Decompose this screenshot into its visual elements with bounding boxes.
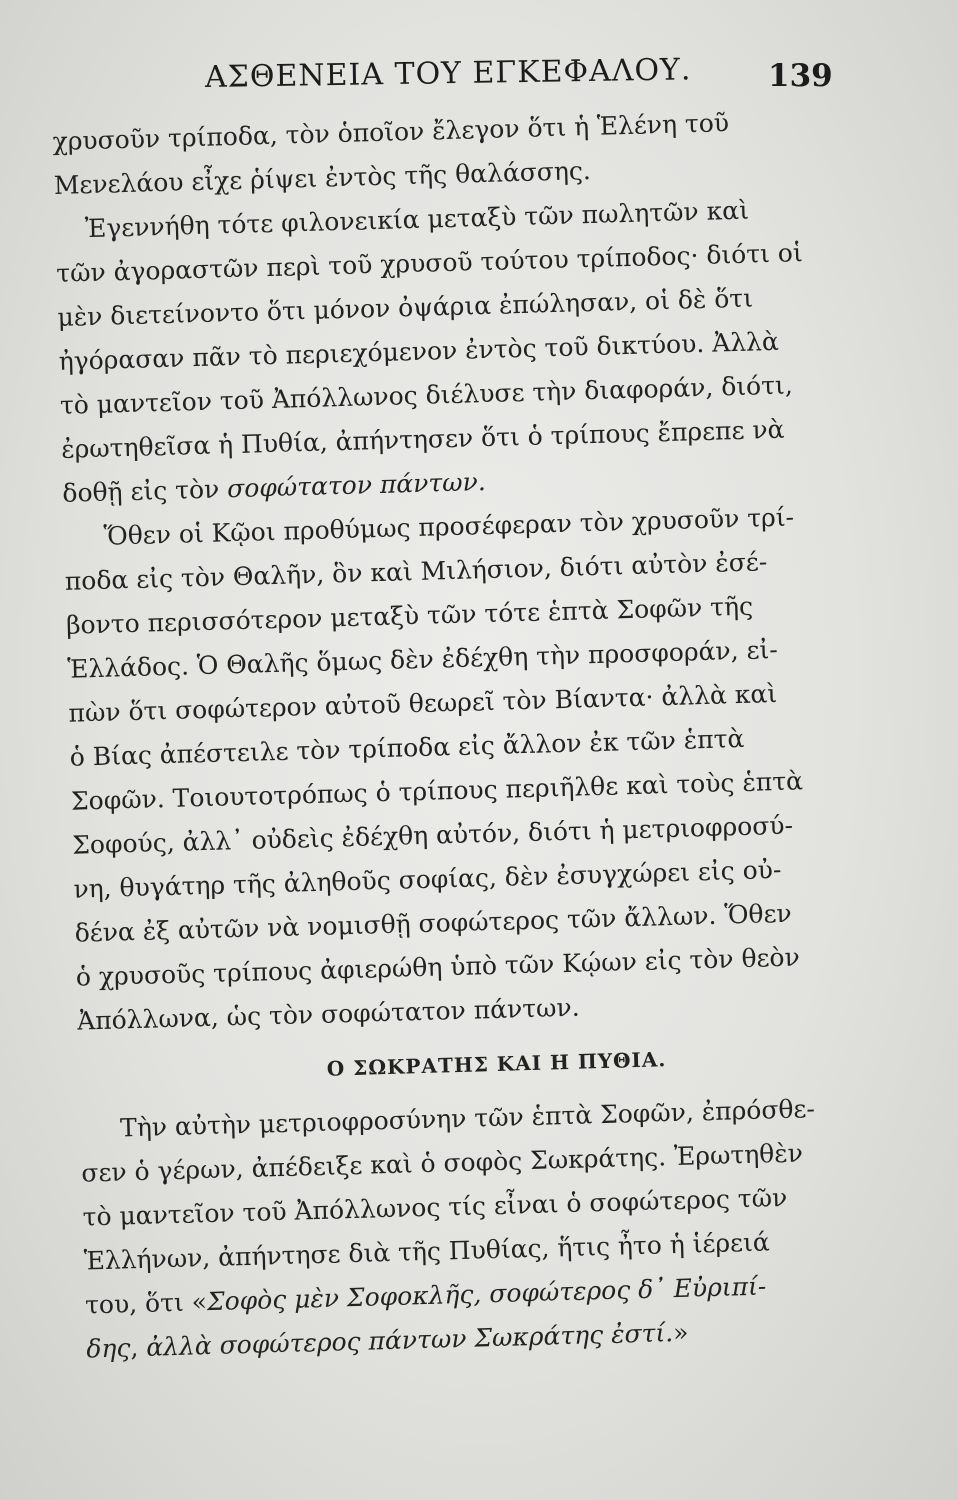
text-run: , xyxy=(129,1332,147,1363)
text-line: Ἑλλάδος. Ὁ Θαλῆς ὅμως δὲν ἐδέχθη τὴν προσφοράν, εἰ- xyxy=(66,634,779,684)
text-line: ὁ χρυσοῦς τρίπους ἀφιερώθη ὑπὸ τῶν Κῴων εἰς τὸν θεὸν xyxy=(75,942,801,992)
paragraph-2 xyxy=(54,185,898,516)
text-line: ὁ Βίας ἀπέστειλε τὸν τρίποδα εἰς ἄλλον ἐκ τῶν ἑπτὰ xyxy=(69,723,745,772)
text-line: Ἑλλήνων, ἀπήντησε διὰ τῆς Πυθίας, ἥτις ἦτο ἡ ἱέρειά xyxy=(83,1227,771,1276)
italic-phrase: σοφώτατον πάντων. xyxy=(226,467,487,504)
paragraph-3 xyxy=(63,493,913,1044)
text-line: Σοφούς, ἀλλ᾽ οὐδεὶς ἐδέχθη αὐτόν, διότι ἡ μετριοφροσύ- xyxy=(71,810,794,860)
text-line: πὼν ὅτι σοφώτερον αὐτοῦ θεωρεῖ τὸν Βίαντα· ἀλλὰ καὶ xyxy=(68,678,778,728)
text-line: σεν ὁ γέρων, ἀπέδειξε καὶ ὁ σοφὸς Σωκράτης. Ἐρωτηθὲν xyxy=(81,1138,804,1188)
text-run: του, ὅτι « xyxy=(84,1287,208,1320)
closing-quote-mark: » xyxy=(672,1317,689,1348)
text-line: μὲν διετείνοντο ὅτι μόνον ὀψάρια ἐπώλησαν, οἱ δὲ ὅτι xyxy=(57,283,754,332)
running-head: ΑΣΘΕΝΕΙΑ ΤΟΥ ΕΓΚΕΦΑΛΟΥ. xyxy=(204,52,692,95)
body-text xyxy=(52,97,923,1372)
text-line: τῶν ἀγοραστῶν περὶ τοῦ χρυσοῦ τούτου τρίποδος· διότι οἱ xyxy=(55,238,804,288)
text-line: νη, θυγάτηρ τῆς ἀληθοῦς σοφίας, δὲν ἐσυγχώρει εἰς οὐ- xyxy=(73,854,782,904)
text-line: ἐρωτηθεῖσα ἡ Πυθία, ἀπήντησεν ὅτι ὁ τρίπους ἔπρεπε νὰ xyxy=(60,414,785,464)
text-line: Τὴν αὐτὴν μετριοφροσύνην τῶν ἑπτὰ Σοφῶν, ἐπρόσθε- xyxy=(119,1094,816,1143)
italic-quote: Σοφὸς μὲν Σοφοκλῆς, σοφώτερος δ᾽ Εὐριπί- xyxy=(206,1271,767,1317)
italic-quote: δης xyxy=(85,1333,131,1364)
text-line: Ἐγεννήθη τότε φιλονεικία μεταξὺ τῶν πωλητῶν καὶ xyxy=(84,195,750,244)
text-line: τὸ μαντεῖον τοῦ Ἀπόλλωνος τίς εἶναι ὁ σοφώτερος τῶν xyxy=(82,1182,788,1232)
paragraph-4 xyxy=(80,1084,923,1371)
section-heading: Ο ΣΩΚΡΑΤΗΣ ΚΑΙ Η ΠΥΘΙΑ. xyxy=(326,1047,667,1081)
text-line: Ὅθεν οἱ Κῷοι προθύμως προσέφεραν τὸν χρυσοῦν τρί- xyxy=(103,502,795,551)
text-line: ποδα εἰς τὸν Θαλῆν, ὃν καὶ Μιλήσιον, διότι αὐτὸν ἐσέ- xyxy=(64,547,768,596)
italic-quote: ἀλλὰ σοφώτερος πάντων Σωκράτης ἐστί. xyxy=(145,1318,674,1362)
text-line: Σοφῶν. Τοιουτοτρόπως ὁ τρίπους περιῆλθε καὶ τοὺς ἑπτὰ xyxy=(70,766,804,816)
text-line: τὸ μαντεῖον τοῦ Ἀπόλλωνος διέλυσε τὴν διαφοράν, διότι, xyxy=(59,370,794,420)
page-number: 139 xyxy=(768,58,833,94)
text-run: δοθῇ εἰς τὸν xyxy=(62,474,228,508)
text-line: Ἀπόλλωνα, ὡς τὸν σοφώτατον πάντων. xyxy=(76,992,580,1036)
text-line: ἠγόρασαν πᾶν τὸ περιεχόμενον ἐντὸς τοῦ δικτύου. Ἀλλὰ xyxy=(58,326,780,376)
text-line: Μενελάου εἶχε ῥίψει ἐντὸς τῆς θαλάσσης. xyxy=(53,155,592,200)
text-line: δένα ἐξ αὐτῶν νὰ νομισθῇ σοφώτερος τῶν ἄλλων. Ὅθεν xyxy=(74,898,793,948)
text-line: βοντο περισσότερον μεταξὺ τῶν τότε ἑπτὰ Σοφῶν τῆς xyxy=(65,591,754,640)
text-line: χρυσοῦν τρίποδα, τὸν ὁποῖον ἔλεγον ὅτι ἡ Ἑλένη τοῦ xyxy=(52,108,730,156)
